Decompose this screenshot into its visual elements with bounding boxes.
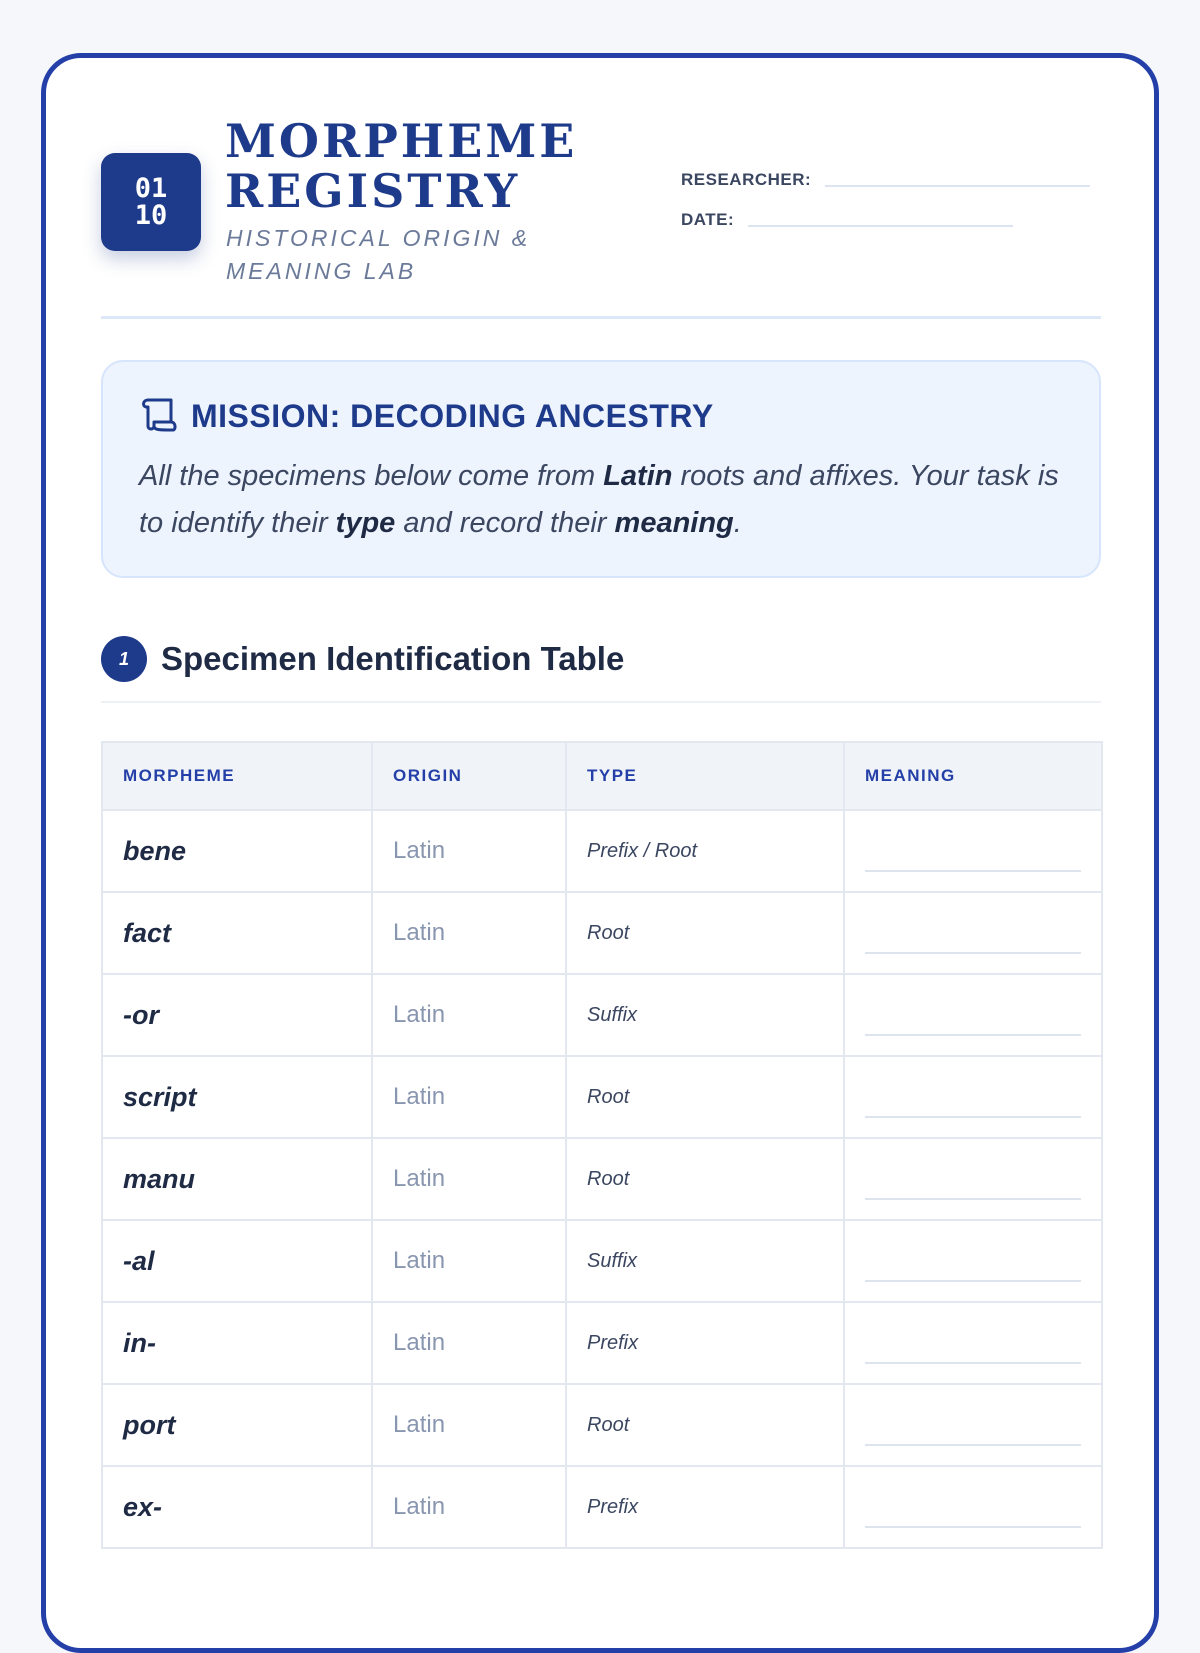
meaning-answer-line[interactable] (865, 1362, 1081, 1364)
origin-cell: Latin (372, 1302, 566, 1384)
meaning-cell (844, 1466, 1102, 1548)
meaning-answer-line[interactable] (865, 870, 1081, 872)
morpheme-cell: manu (102, 1138, 372, 1220)
table-row (102, 1466, 1102, 1548)
table-row (102, 892, 1102, 974)
type-cell: Root (566, 1138, 844, 1220)
origin-cell: Latin (372, 810, 566, 892)
mission-text-part: All the specimens below come from (139, 460, 604, 492)
section-number-badge: 1 (101, 636, 147, 682)
mission-panel (101, 360, 1101, 578)
table-row (102, 1138, 1102, 1220)
meaning-cell (844, 1384, 1102, 1466)
date-label: DATE: (681, 210, 735, 229)
type-cell: Root (566, 1056, 844, 1138)
origin-cell: Latin (372, 1220, 566, 1302)
mission-bold-meaning: meaning (614, 507, 734, 539)
meaning-cell (844, 1138, 1102, 1220)
date-input-line[interactable] (748, 224, 1013, 227)
origin-cell: Latin (372, 892, 566, 974)
type-cell: Root (566, 1384, 844, 1466)
column-header-origin: ORIGIN (372, 742, 566, 810)
meaning-cell (844, 974, 1102, 1056)
meaning-cell (844, 810, 1102, 892)
type-cell: Prefix (566, 1466, 844, 1548)
worksheet-card (41, 53, 1159, 1653)
meaning-cell (844, 892, 1102, 974)
morpheme-cell: bene (102, 810, 372, 892)
meaning-answer-line[interactable] (865, 1280, 1081, 1282)
specimen-table (101, 741, 1103, 1549)
meaning-answer-line[interactable] (865, 1198, 1081, 1200)
type-cell: Prefix (566, 1302, 844, 1384)
meaning-answer-line[interactable] (865, 1444, 1081, 1446)
date-field (681, 210, 1013, 230)
page-title: MORPHEME REGISTRY (225, 114, 578, 218)
mission-title: MISSION: DECODING ANCESTRY (191, 398, 714, 434)
meaning-cell (844, 1302, 1102, 1384)
type-cell: Root (566, 892, 844, 974)
morpheme-cell: ex- (102, 1466, 372, 1548)
origin-cell: Latin (372, 1056, 566, 1138)
meaning-answer-line[interactable] (865, 1526, 1081, 1528)
mission-description (139, 453, 1063, 547)
page-subtitle: HISTORICAL ORIGIN & MEANING LAB (226, 225, 531, 284)
section-header (101, 636, 624, 682)
table-row (102, 1302, 1102, 1384)
table-row (102, 1056, 1102, 1138)
scroll-icon (139, 396, 177, 437)
table-row (102, 810, 1102, 892)
column-header-morpheme: MORPHEME (102, 742, 372, 810)
origin-cell: Latin (372, 1466, 566, 1548)
researcher-field (681, 170, 1090, 190)
meaning-answer-line[interactable] (865, 1034, 1081, 1036)
morpheme-cell: port (102, 1384, 372, 1466)
table-row (102, 1384, 1102, 1466)
badge-line-2: 10 (134, 200, 168, 231)
researcher-label: RESEARCHER: (681, 170, 812, 189)
mission-text-part: and record their (395, 507, 615, 539)
meaning-cell (844, 1220, 1102, 1302)
header-divider (101, 316, 1101, 319)
researcher-input-line[interactable] (825, 184, 1090, 187)
binary-badge (101, 153, 201, 251)
type-cell: Suffix (566, 974, 844, 1056)
origin-cell: Latin (372, 1138, 566, 1220)
type-cell: Suffix (566, 1220, 844, 1302)
meaning-answer-line[interactable] (865, 1116, 1081, 1118)
section-title: Specimen Identification Table (161, 640, 625, 677)
meaning-cell (844, 1056, 1102, 1138)
column-header-type: TYPE (566, 742, 844, 810)
mission-bold-latin: Latin (603, 460, 673, 492)
type-cell: Prefix / Root (566, 810, 844, 892)
morpheme-cell: in- (102, 1302, 372, 1384)
morpheme-cell: -or (102, 974, 372, 1056)
section-divider (101, 701, 1101, 703)
origin-cell: Latin (372, 974, 566, 1056)
badge-line-1: 01 (134, 173, 168, 204)
morpheme-cell: fact (102, 892, 372, 974)
mission-bold-type: type (335, 507, 396, 539)
morpheme-cell: -al (102, 1220, 372, 1302)
table-row (102, 974, 1102, 1056)
morpheme-cell: script (102, 1056, 372, 1138)
column-header-meaning: MEANING (844, 742, 1102, 810)
mission-text-part: . (733, 507, 742, 539)
origin-cell: Latin (372, 1384, 566, 1466)
mission-header (139, 396, 1063, 437)
table-header-row (102, 742, 1102, 810)
table-row (102, 1220, 1102, 1302)
mission-text-part: roots and affixes. Your task is to identify their (139, 460, 1059, 539)
meaning-answer-line[interactable] (865, 952, 1081, 954)
